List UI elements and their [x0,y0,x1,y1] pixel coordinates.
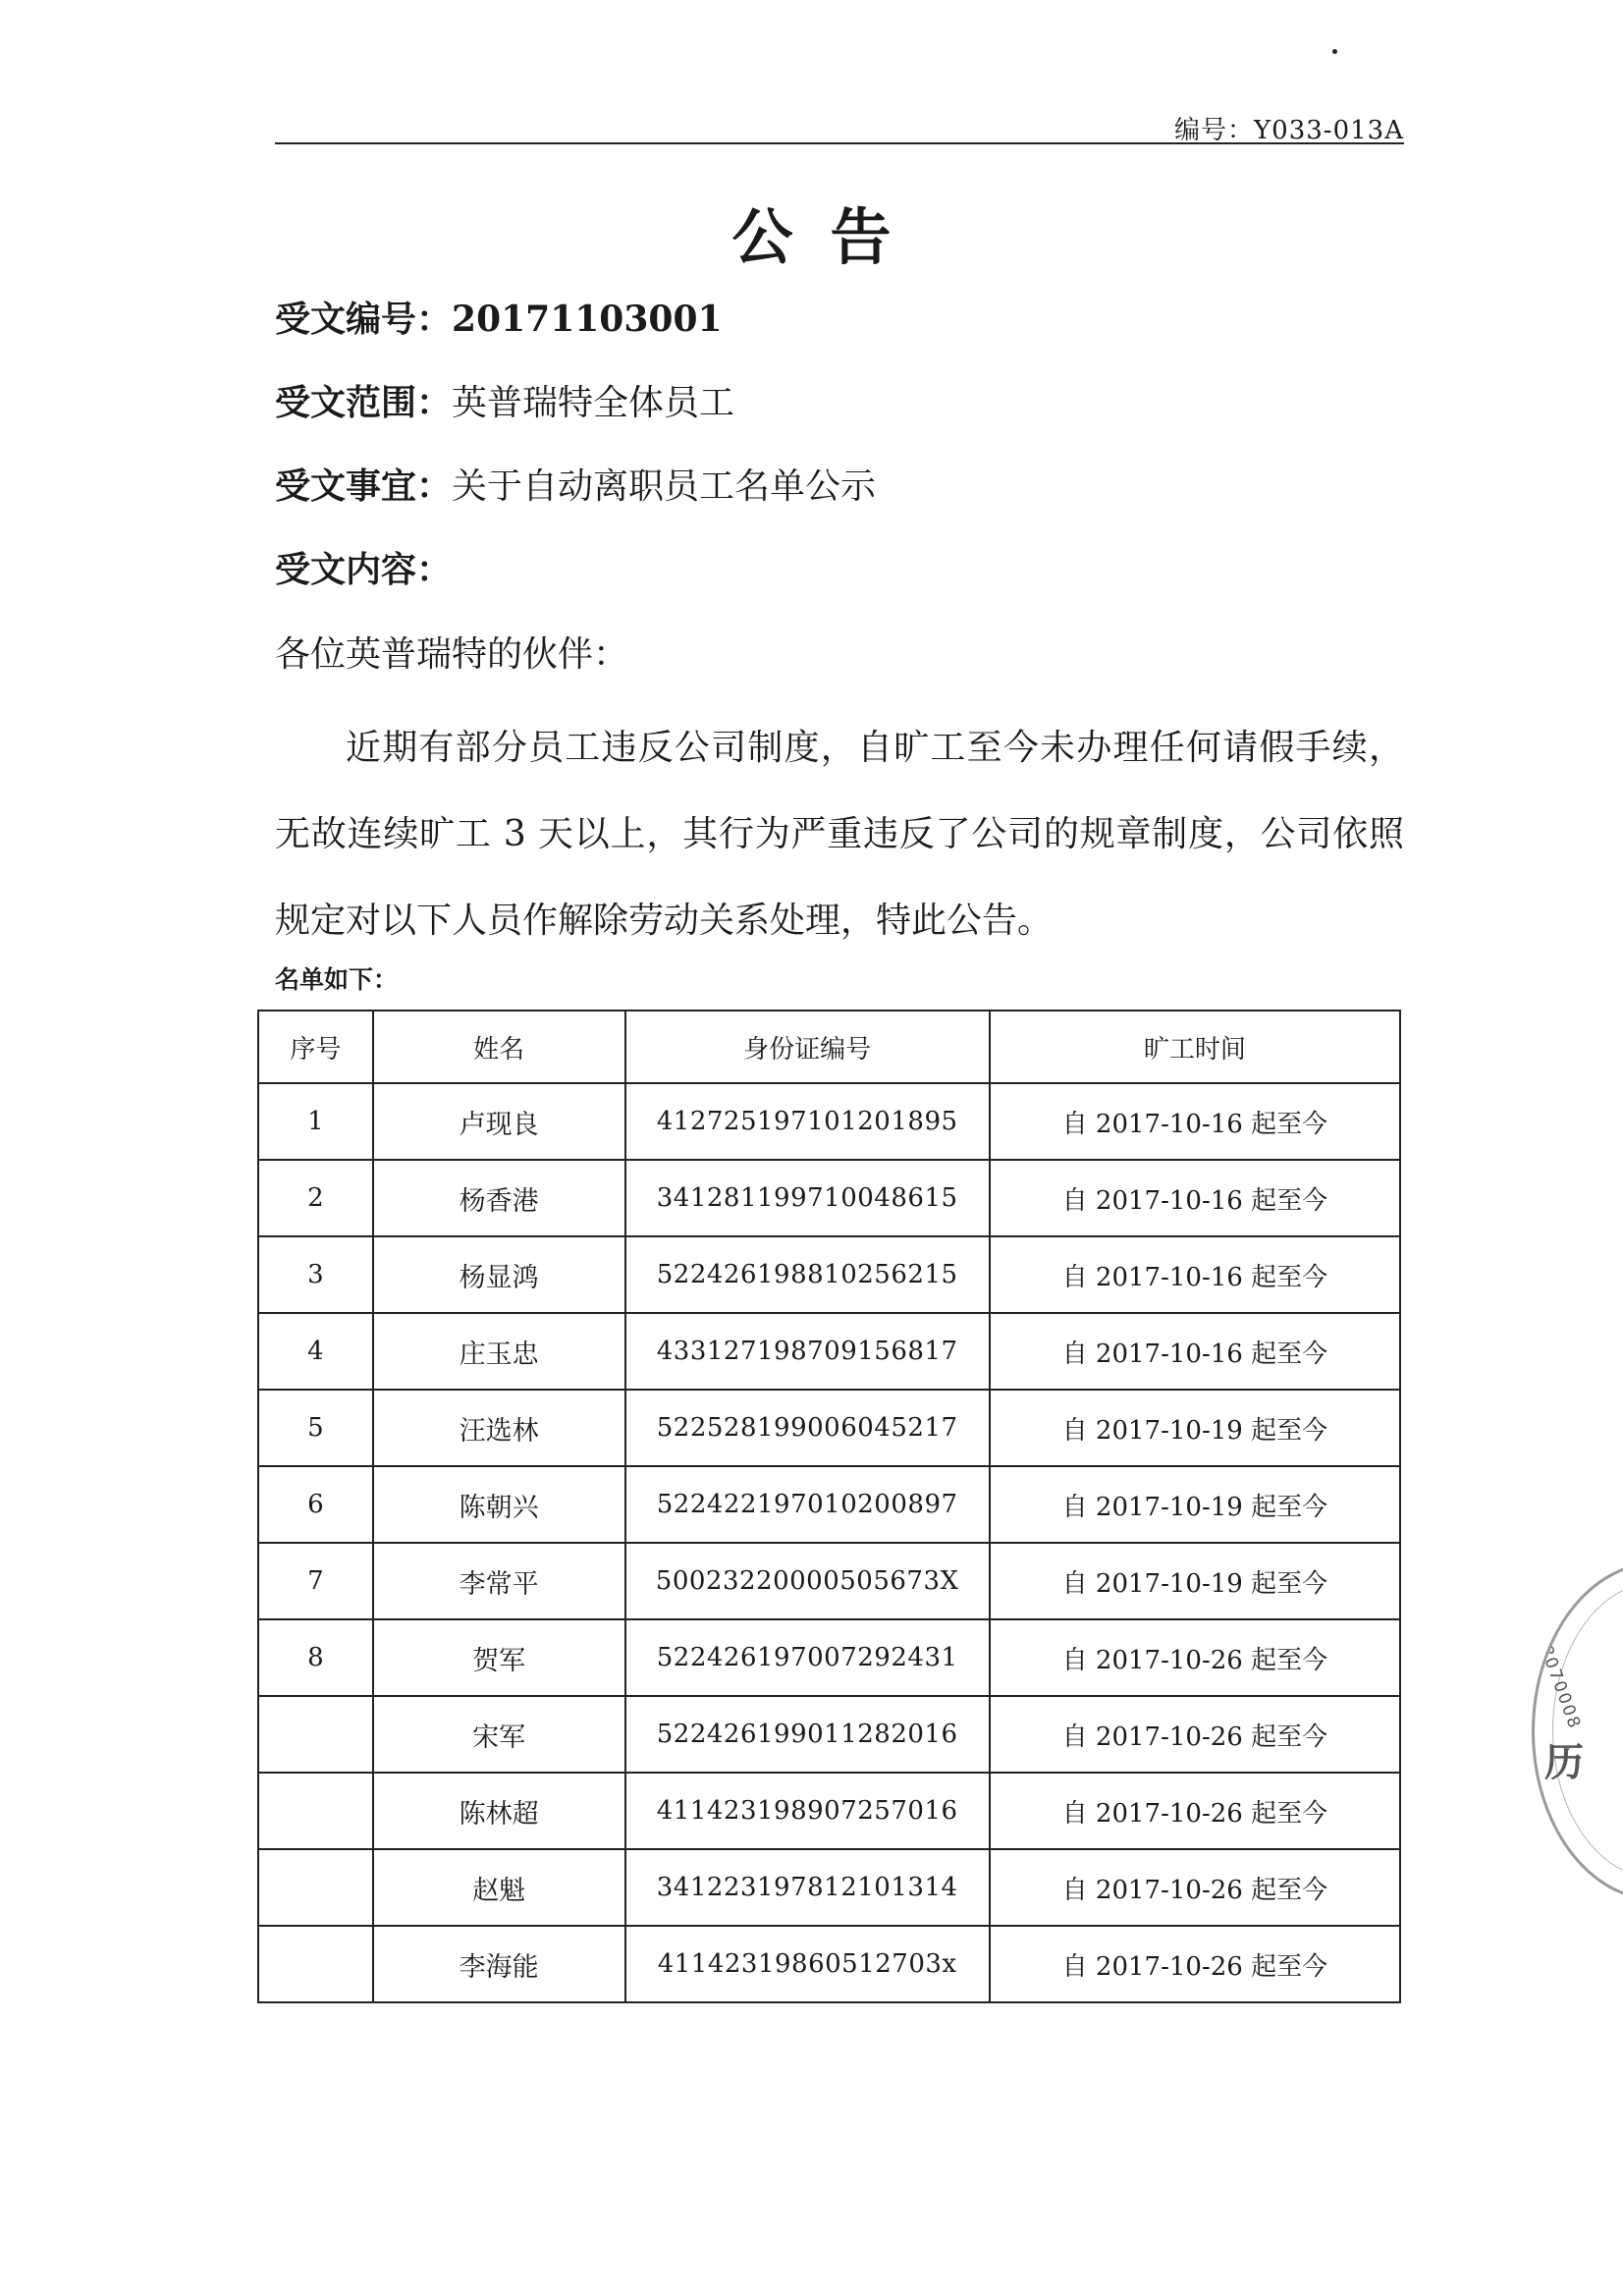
cell-absence-time: 自 2017-10-16 起至今 [990,1160,1400,1236]
cell-name: 贺军 [373,1619,625,1696]
cell-name: 卢现良 [373,1083,625,1160]
cell-id-number: 522426198810256215 [625,1236,990,1313]
cell-absence-time: 自 2017-10-19 起至今 [990,1543,1400,1619]
table-header-row [258,1011,1400,1083]
scope-row [275,375,734,425]
table-row [258,1083,1400,1160]
table-row [258,1773,1400,1849]
cell-seq: 3 [258,1236,373,1313]
cell-seq: 8 [258,1619,373,1696]
seal-code-text: 8070008 [1536,1643,1585,1733]
cell-id-number: 341281199710048615 [625,1160,990,1236]
cell-id-number: 522426199011282016 [625,1696,990,1773]
table-row [258,1849,1400,1926]
cell-absence-time: 自 2017-10-26 起至今 [990,1849,1400,1926]
cell-id-number: 341223197812101314 [625,1849,990,1926]
cell-seq [258,1773,373,1849]
reference-number-label: 受文编号： [275,299,453,340]
table-row [258,1313,1400,1390]
cell-seq: 1 [258,1083,373,1160]
header-divider [275,142,1404,144]
reference-number-row [275,292,723,342]
scope-value: 英普瑞特全体员工 [452,383,735,423]
cell-id-number: 412725197101201895 [625,1083,990,1160]
cell-seq: 2 [258,1160,373,1236]
cell-name: 陈朝兴 [373,1466,625,1543]
greeting: 各位英普瑞特的伙伴： [275,634,629,675]
cell-absence-time: 自 2017-10-16 起至今 [990,1313,1400,1390]
body-paragraph: 近期有部分员工违反公司制度，自旷工至今未办理任何请假手续，无故连续旷工 3 天以上，其行为严重违反了公司的规章制度，公司依照规定对以下人员作解除劳动关系处理，特此公告。 [275,728,1404,941]
scope-label: 受文范围： [275,382,453,423]
cell-name: 李常平 [373,1543,625,1619]
reference-number-value: 20171103001 [452,299,723,340]
table-row [258,1390,1400,1466]
document-number: 编号：Y033-013A [1174,116,1404,145]
header-name: 姓名 [373,1011,625,1083]
cell-absence-time: 自 2017-10-26 起至今 [990,1773,1400,1849]
cell-absence-time: 自 2017-10-19 起至今 [990,1390,1400,1466]
cell-name: 李海能 [373,1926,625,2002]
header-id-number: 身份证编号 [625,1011,990,1083]
subject-row [275,459,876,509]
seal-inner-ring [1552,1582,1623,1879]
subject-label: 受文事宜： [275,465,453,507]
content-label: 受文内容： [275,549,453,590]
cell-seq: 4 [258,1313,373,1390]
cell-seq: 5 [258,1390,373,1466]
cell-absence-time: 自 2017-10-26 起至今 [990,1696,1400,1773]
table-row [258,1926,1400,2002]
cell-seq: 7 [258,1543,373,1619]
cell-id-number: 50023220000505673X [625,1543,990,1619]
company-seal-stamp [1532,1561,1623,1901]
list-heading: 名单如下： [275,965,399,994]
subject-value: 关于自动离职员工名单公示 [452,466,877,507]
header-seq: 序号 [258,1011,373,1083]
table-row [258,1160,1400,1236]
table-row [258,1236,1400,1313]
seal-character: 历 [1544,1740,1584,1785]
cell-name: 宋军 [373,1696,625,1773]
cell-name: 赵魁 [373,1849,625,1926]
cell-id-number: 411423198907257016 [625,1773,990,1849]
table-row [258,1696,1400,1773]
cell-absence-time: 自 2017-10-16 起至今 [990,1083,1400,1160]
table-row [258,1543,1400,1619]
cell-id-number: 522422197010200897 [625,1466,990,1543]
cell-absence-time: 自 2017-10-16 起至今 [990,1236,1400,1313]
cell-name: 杨显鸿 [373,1236,625,1313]
dismissal-table [257,1010,1401,2003]
content-row [275,542,452,592]
cell-absence-time: 自 2017-10-26 起至今 [990,1926,1400,2002]
table-row [258,1619,1400,1696]
cell-absence-time: 自 2017-10-19 起至今 [990,1466,1400,1543]
cell-id-number: 41142319860512703x [625,1926,990,2002]
header-absence-time: 旷工时间 [990,1011,1400,1083]
cell-id-number: 522426197007292431 [625,1619,990,1696]
cell-id-number: 433127198709156817 [625,1313,990,1390]
table-row [258,1466,1400,1543]
scan-speck [1332,49,1337,54]
cell-seq: 6 [258,1466,373,1543]
cell-name: 杨香港 [373,1160,625,1236]
cell-id-number: 522528199006045217 [625,1390,990,1466]
cell-seq [258,1696,373,1773]
cell-absence-time: 自 2017-10-26 起至今 [990,1619,1400,1696]
cell-seq [258,1849,373,1926]
cell-name: 庄玉忠 [373,1313,625,1390]
cell-name: 陈林超 [373,1773,625,1849]
cell-name: 汪选林 [373,1390,625,1466]
cell-seq [258,1926,373,2002]
page-title: 公告 [731,201,929,273]
